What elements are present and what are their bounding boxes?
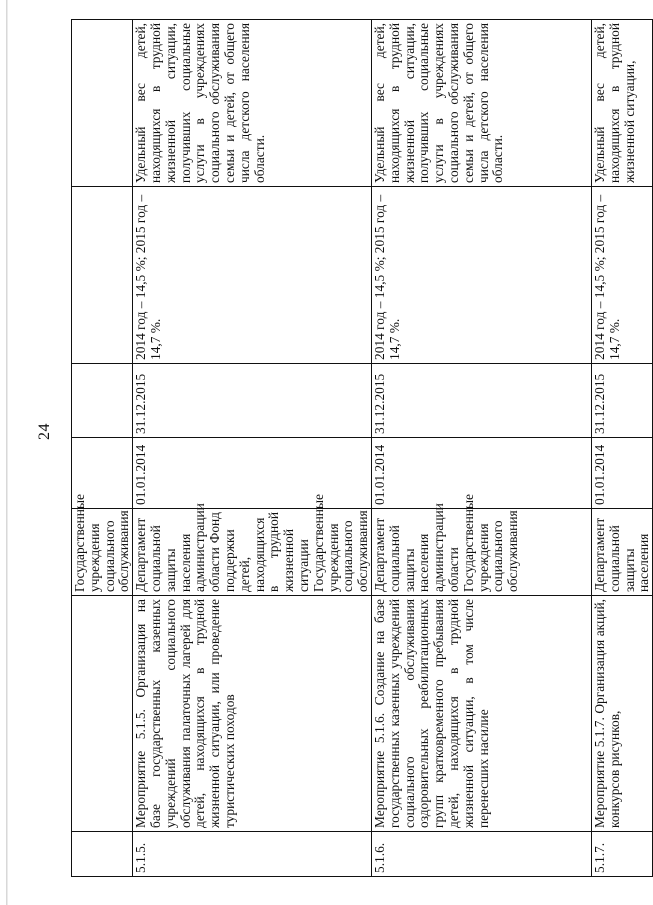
cell-start-date: 01.01.2014 [133,438,372,509]
table-row [591,20,652,877]
cell-end-date: 31.12.2015 [133,364,372,438]
cell-result: 2014 год – 14,5 %; 2015 год – 14,7 %. [133,187,372,364]
rotated-table-container [71,20,652,877]
cell-end-date: 31.12.2015 [371,364,591,438]
cell-executor: Государственные учреждения социального обслуживания [72,509,133,596]
cell-indicator: Удельный вес детей, находящихся в трудной жизненной ситуации, получивших социальные услуги в учреждениях социального обслуживания семьи и детей, от общего числа детского населения области. [133,20,372,187]
cell-measure: Мероприятие 5.1.7. Организация акций, конкурсов рисунков, [591,596,652,832]
cell-measure [72,596,133,832]
table-row [133,20,372,877]
cell-number: 5.1.6. [371,832,591,877]
cell-number: 5.1.5. [133,832,372,877]
cell-measure: Мероприятие 5.1.6. Создание на базе государственных казенных учреждений социального обслуживания оздоровительных реабилитационных групп кратковременного пребывания детей, находящихся в трудной жизненной ситуации, в том числе перенесших насилие [371,596,591,832]
cell-start-date: 01.01.2014 [591,438,652,509]
cell-result: 2014 год – 14,5 %; 2015 год – 14,7 %. [371,187,591,364]
cell-result [72,187,133,364]
cell-indicator [72,20,133,187]
cell-number [72,832,133,877]
cell-executor: Департамент социальной защиты населения [591,509,652,596]
cell-start-date: 01.01.2014 [371,438,591,509]
cell-number: 5.1.7. [591,832,652,877]
cell-executor: Департамент социальной защиты населения администрации области Государственные учреждения социального обслуживания [371,509,591,596]
cell-end-date [72,364,133,438]
cell-executor: Департамент социальной защиты населения администрации области Фонд поддержки детей, находящихся в трудной жизненной ситуации Государственные учреждения социального обслуживания [133,509,372,596]
scan-edge-shadow [6,0,8,905]
cell-end-date: 31.12.2015 [591,364,652,438]
cell-indicator: Удельный вес детей, находящихся в трудной жизненной ситуации, [591,20,652,187]
measures-table [71,19,653,877]
table-row [371,20,591,877]
table-row-continuation [72,20,133,877]
cell-result: 2014 год – 14,5 %; 2015 год – 14,7 %. [591,187,652,364]
cell-indicator: Удельный вес детей, находящихся в трудной жизненной ситуации, получивших социальные услуги в учреждениях социального обслуживания семьи и детей, от общего числа детского населения области. [371,20,591,187]
page-number: 24 [36,423,53,440]
cell-measure: Мероприятие 5.1.5. Организация на базе государственных казенных учреждений социального обслуживания палаточных лагерей для детей, находящихся в трудной жизненной ситуации, или проведение туристических походов [133,596,372,832]
